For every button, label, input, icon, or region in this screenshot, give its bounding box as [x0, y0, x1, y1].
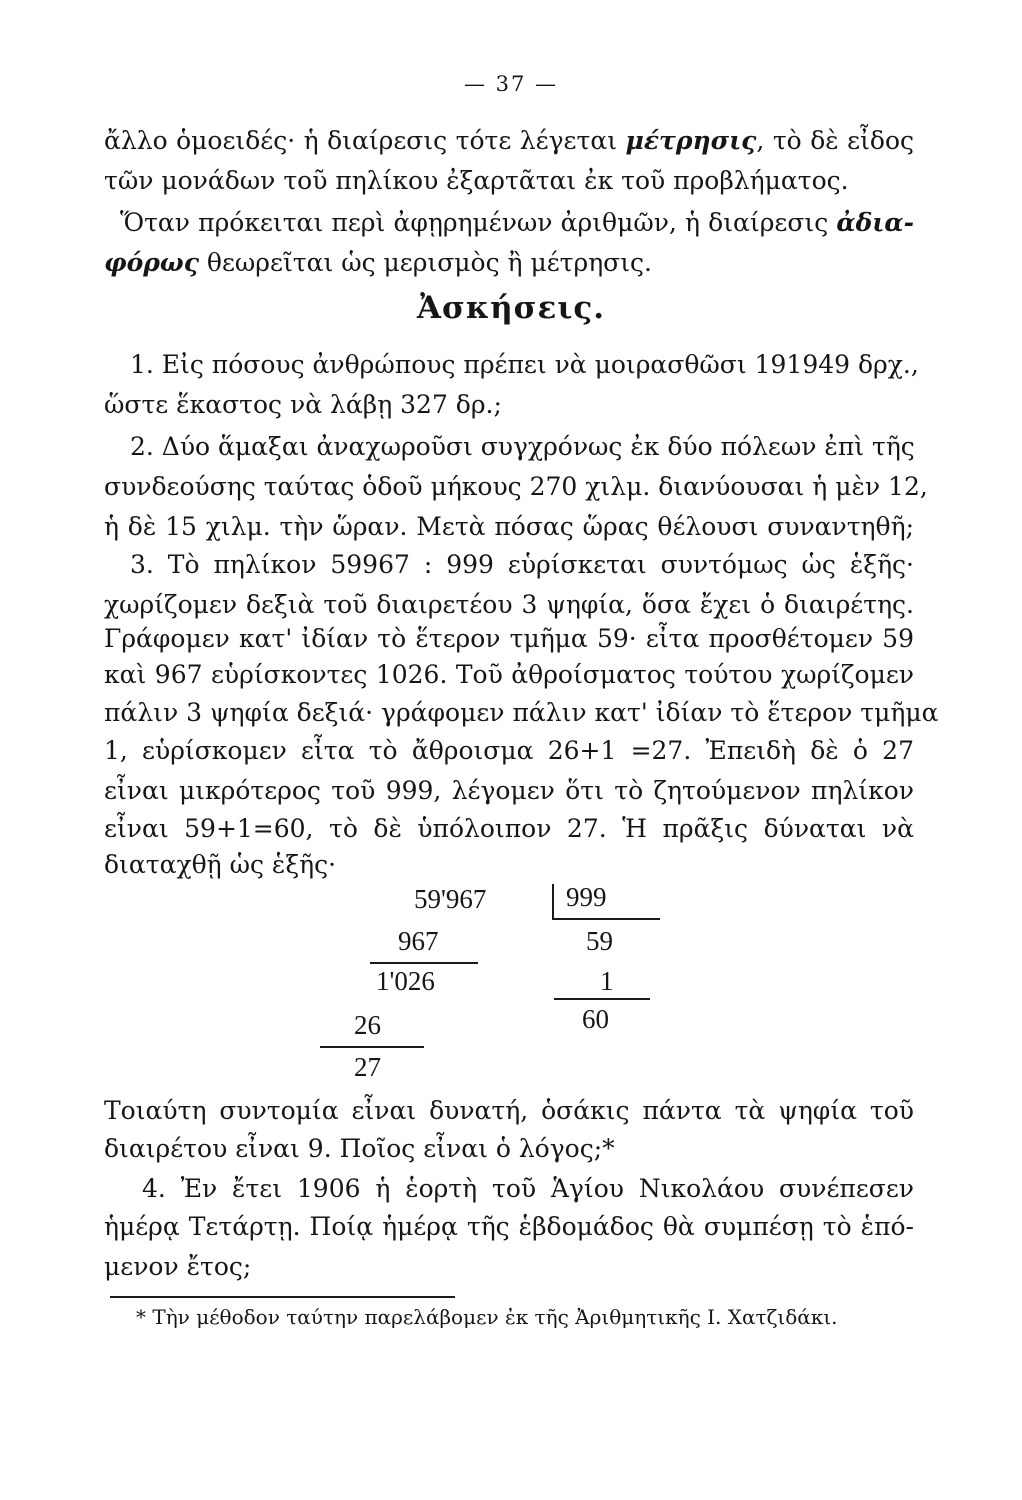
exercise-3-line-6: 1, εὑρίσκομεν εἶτα τὸ ἄθροισμα 26+1 =27. Ἐπειδὴ δὲ ὁ 27 [104, 736, 914, 765]
division-carry-26: 26 [354, 1010, 381, 1040]
intro-line-3-text: Ὅταν πρόκειται περὶ ἀφῃρημένων ἀριθμῶν, ἡ διαίρεσις [120, 208, 837, 237]
exercise-3-line-8: εἶναι 59+1=60, τὸ δὲ ὑπόλοιπον 27. Ἡ πρᾶξις δύναται νὰ [104, 814, 914, 843]
page-number: — 37 — [463, 72, 559, 96]
after-line-2: διαιρέτου εἶναι 9. Ποῖος εἶναι ὁ λόγος;* [104, 1134, 615, 1163]
division-remainder: 27 [354, 1052, 381, 1082]
exercise-4-line-2: ἡμέρᾳ Τετάρτῃ. Ποίᾳ ἡμέρᾳ τῆς ἑβδομάδος θὰ συμπέσῃ τὸ ἑπό- [104, 1212, 914, 1241]
exercise-3-line-5: πάλιν 3 ψηφία δεξιά· γράφομεν πάλιν κατ' ἰδίαν τὸ ἕτερον τμῆμα [104, 698, 939, 727]
intro-line-2: τῶν μονάδων τοῦ πηλίκου ἐξαρτᾶται ἐκ τοῦ προβλήματος. [104, 166, 849, 195]
intro-line-1 [104, 124, 914, 158]
exercise-1-line-1: 1. Εἰς πόσους ἀνθρώπους πρέπει νὰ μοιρασθῶσι 191949 δρχ., [130, 350, 919, 379]
exercise-1-line-2: ὥστε ἕκαστος νὰ λάβῃ 327 δρ.; [104, 390, 502, 419]
exercise-4-line-1: 4. Ἐν ἔτει 1906 ἡ ἑορτὴ τοῦ Ἁγίου Νικολάου συνέπεσεν [142, 1174, 914, 1203]
division-sum-rule [370, 962, 478, 964]
exercise-2-line-1: 2. Δύο ἅμαξαι ἀναχωροῦσι συγχρόνως ἐκ δύο πόλεων ἐπὶ τῆς [130, 432, 915, 461]
division-quotient: 60 [582, 1004, 609, 1034]
exercise-3-line-3: Γράφομεν κατ' ἰδίαν τὸ ἕτερον τμῆμα 59· εἶτα προσθέτομεν 59 [104, 624, 914, 653]
term-adiaforos-start: ἀδια- [836, 208, 914, 237]
division-bracket-vertical [552, 884, 554, 920]
exercise-2-line-3: ἡ δὲ 15 χιλμ. τὴν ὥραν. Μετὰ πόσας ὥρας θέλουσι συναντηθῆ; [104, 512, 914, 541]
intro-line-1-text: ἄλλο ὁμοειδές· ἡ διαίρεσις τότε λέγεται [104, 126, 626, 155]
division-divisor: 999 [566, 882, 607, 912]
after-line-1: Τοιαύτη συντομία εἶναι δυνατή, ὁσάκις πάντα τὰ ψηφία τοῦ [104, 1096, 914, 1125]
section-heading: Ἀσκήσεις. [416, 290, 606, 326]
exercise-3-line-2: χωρίζομεν δεξιὰ τοῦ διαιρετέου 3 ψηφία, ὅσα ἔχει ὁ διαιρέτης. [104, 590, 914, 619]
division-quotient-part-59: 59 [586, 926, 613, 956]
exercise-3-line-7: εἶναι μικρότερος τοῦ 999, λέγομεν ὅτι τὸ ζητούμενον πηλίκον [104, 776, 914, 805]
division-quotient-rule [554, 998, 650, 1000]
intro-line-3 [120, 206, 914, 240]
footnote: * Τὴν μέθοδον ταύτην παρελάβομεν ἐκ τῆς Ἀριθμητικῆς Ι. Χατζιδάκι. [136, 1305, 838, 1329]
exercise-4-line-3: μενον ἔτος; [104, 1252, 252, 1281]
term-adiaforos-end: φόρως [104, 248, 199, 277]
division-bracket-horizontal [552, 918, 660, 920]
division-dividend: 59'967 [414, 884, 487, 914]
division-step-967: 967 [398, 926, 439, 956]
exercise-3-line-9: διαταχθῇ ὡς ἑξῆς· [104, 850, 337, 879]
intro-line-1-end: , τὸ δὲ εἶδος [756, 126, 915, 155]
footnote-rule [110, 1296, 455, 1298]
division-sum-1026: 1'026 [376, 966, 435, 996]
exercise-3-line-1: 3. Τὸ πηλίκον 59967 : 999 εὑρίσκεται συντόμως ὡς ἑξῆς· [130, 550, 914, 579]
intro-line-4 [104, 246, 914, 280]
intro-line-4-text: θεωρεῖται ὡς μερισμὸς ἢ μέτρησις. [198, 248, 652, 277]
term-metresis: μέτρησις [625, 126, 757, 155]
division-quotient-part-1: 1 [600, 966, 614, 996]
exercise-3-line-4: καὶ 967 εὑρίσκοντες 1026. Τοῦ ἀθροίσματος τούτου χωρίζομεν [104, 660, 914, 689]
exercise-2-line-2: συνδεούσης ταύτας ὁδοῦ μήκους 270 χιλμ. διανύουσαι ἡ μὲν 12, [104, 472, 928, 501]
division-remainder-rule [320, 1046, 424, 1048]
